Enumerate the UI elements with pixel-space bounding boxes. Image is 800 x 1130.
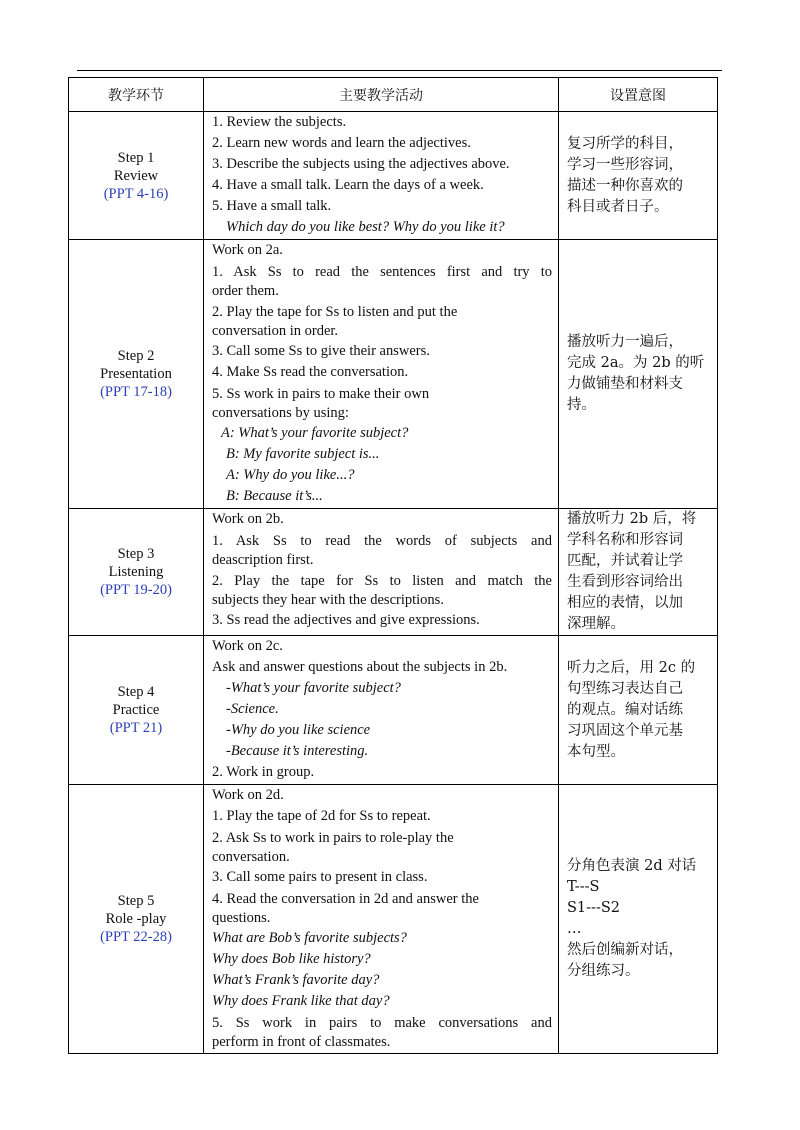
activity-line: Work on 2c. (212, 638, 283, 654)
purpose-line: 复习所学的科目， (567, 135, 683, 152)
activity-line: 1. Ask Ss to read the words of subjects and (212, 533, 552, 549)
header-row (69, 78, 718, 112)
activity-line: A: Why do you like...? (226, 467, 355, 483)
purpose-line: 本句型。 (567, 743, 625, 760)
ppt-range: (PPT 4-16) (103, 185, 169, 202)
activity-item (212, 261, 552, 301)
activity-line: Why does Bob like history? (212, 951, 371, 967)
activity-line: Work on 2a. (212, 242, 283, 258)
ppt-range: (PPT 21) (109, 720, 163, 736)
purpose-line: 力做铺垫和材料支 (567, 376, 683, 392)
purpose-cell (559, 240, 718, 509)
purpose-line: 匹配，并试着让学 (567, 553, 683, 569)
activity-line: 3. Call some pairs to present in class. (212, 869, 428, 885)
activities-cell (204, 240, 559, 509)
activity-line: 1. Ask Ss to read the sentences first and try to (212, 264, 552, 280)
table-row (69, 240, 718, 509)
activity-line: Work on 2b. (212, 511, 284, 527)
activity-line: What’s Frank’s favorite day? (212, 972, 380, 988)
activities-cell (204, 509, 559, 636)
header-purpose: 设置意图 (559, 78, 718, 112)
purpose-line: 相应的表情，以加 (567, 595, 683, 611)
activity-line: conversation in order. (212, 322, 339, 339)
activity-line: -Why do you like science (226, 722, 371, 738)
activity-item (212, 570, 552, 610)
purpose-line: S1---S2 (567, 900, 621, 916)
purpose-line: 习巩固这个单元基 (567, 722, 683, 739)
activity-line: conversations by using: (212, 404, 349, 421)
step-name: Role -play (105, 911, 167, 927)
step-number: Step 2 (117, 348, 155, 364)
activity-line: 3. Call some Ss to give their answers. (212, 343, 430, 359)
activity-line: 4. Have a small talk. Learn the days of a week. (212, 177, 484, 193)
ppt-range: (PPT 22-28) (100, 929, 172, 945)
activity-line: A: What’s your favorite subject? (221, 425, 409, 441)
activity-line: deascription first. (212, 551, 314, 568)
step-name: Presentation (100, 366, 172, 382)
activity-line: 5. Ss work in pairs to make their own (212, 386, 430, 402)
activity-line: 3. Ss read the adjectives and give expressions. (212, 612, 480, 628)
activity-line: 3. Describe the subjects using the adjectives above. (212, 156, 510, 172)
step-name: Listening (108, 564, 164, 580)
activity-line: 5. Have a small talk. (212, 198, 332, 214)
activity-item (212, 888, 552, 928)
header-main-activities: 主要教学活动 (204, 78, 559, 112)
activity-line: perform in front of classmates. (212, 1033, 391, 1050)
activity-line: 5. Ss work in pairs to make conversations and (212, 1015, 552, 1031)
ppt-range: (PPT 17-18) (100, 384, 172, 400)
purpose-line: 听力之后，用 2c 的 (567, 659, 696, 676)
purpose-line: 持。 (567, 397, 596, 413)
purpose-line: 科目或者日子。 (567, 198, 669, 215)
activity-line: -Because it’s interesting. (226, 743, 369, 759)
purpose-line: 然后创编新对话， (567, 942, 683, 958)
activity-line: 2. Learn new words and learn the adjectives. (212, 135, 471, 151)
activity-line: Which day do you like best? Why do you like it? (226, 219, 505, 235)
activity-line: B: Because it’s... (226, 488, 323, 504)
activity-line: questions. (212, 909, 271, 926)
step-cell (69, 785, 204, 1054)
activity-line: order them. (212, 282, 279, 299)
activity-line: What are Bob’s favorite subjects? (212, 930, 407, 946)
table-row (69, 112, 718, 240)
purpose-line: 分角色表演 2d 对话 (567, 858, 697, 874)
activity-item (212, 1012, 552, 1052)
purpose-cell (559, 636, 718, 785)
activity-item (212, 827, 552, 867)
activity-line: Why does Frank like that day? (212, 993, 390, 1009)
header-teaching-stage: 教学环节 (69, 78, 204, 112)
activity-line: 2. Work in group. (212, 764, 315, 780)
activity-line: Ask and answer questions about the subjects in 2b. (212, 659, 508, 675)
step-cell (69, 636, 204, 785)
purpose-line: 句型练习表达自己 (567, 680, 683, 697)
activity-line: -What’s your favorite subject? (226, 680, 401, 696)
activities-cell (204, 785, 559, 1054)
purpose-line: 深理解。 (567, 616, 625, 632)
activity-line: Work on 2d. (212, 787, 284, 803)
step-cell (69, 112, 204, 240)
activity-line: subjects they hear with the descriptions. (212, 591, 444, 608)
activity-item (212, 530, 552, 570)
activity-line: 1. Review the subjects. (212, 114, 347, 130)
purpose-line: 分组练习。 (567, 963, 640, 979)
activity-line: 2. Play the tape for Ss to listen and put the (212, 304, 458, 320)
purpose-line: T---S (567, 879, 600, 895)
purpose-cell (559, 509, 718, 636)
activities-cell (204, 112, 559, 240)
activity-line: -Science. (226, 701, 279, 717)
activity-line: conversation. (212, 848, 290, 865)
purpose-line: 播放听力一遍后， (567, 334, 683, 350)
table-row (69, 785, 718, 1054)
activity-line: 2. Ask Ss to work in pairs to role-play the (212, 830, 454, 846)
step-cell (69, 240, 204, 509)
purpose-line: 学科名称和形容词 (567, 532, 683, 548)
purpose-line: 生看到形容词给出 (567, 574, 683, 590)
activity-line: 4. Read the conversation in 2d and answer the (212, 891, 479, 907)
activity-line: 2. Play the tape for Ss to listen and match the (212, 573, 552, 589)
activity-item (212, 383, 552, 423)
step-number: Step 4 (117, 684, 155, 700)
purpose-line: 学习一些形容词， (567, 156, 683, 173)
purpose-line: 的观点。编对话练 (567, 701, 683, 718)
step-number: Step 1 (117, 149, 155, 166)
purpose-cell (559, 785, 718, 1054)
step-name: Review (113, 167, 159, 184)
step-cell (69, 509, 204, 636)
table-row (69, 509, 718, 636)
purpose-line: 完成 2a。为 2b 的听 (567, 355, 705, 371)
activities-cell (204, 636, 559, 785)
step-number: Step 5 (117, 893, 155, 909)
top-rule (77, 70, 722, 71)
activity-line: 4. Make Ss read the conversation. (212, 364, 409, 380)
lesson-plan-table (68, 77, 718, 1054)
purpose-line: 播放听力 2b 后，将 (567, 511, 697, 527)
purpose-line: … (567, 921, 582, 937)
table-row (69, 636, 718, 785)
purpose-line: 描述一种你喜欢的 (567, 177, 683, 194)
activity-item (212, 301, 552, 341)
ppt-range: (PPT 19-20) (100, 582, 172, 598)
step-name: Practice (112, 702, 160, 718)
activity-line: B: My favorite subject is... (226, 446, 380, 462)
purpose-cell (559, 112, 718, 240)
step-number: Step 3 (117, 546, 155, 562)
activity-line: 1. Play the tape of 2d for Ss to repeat. (212, 808, 431, 824)
